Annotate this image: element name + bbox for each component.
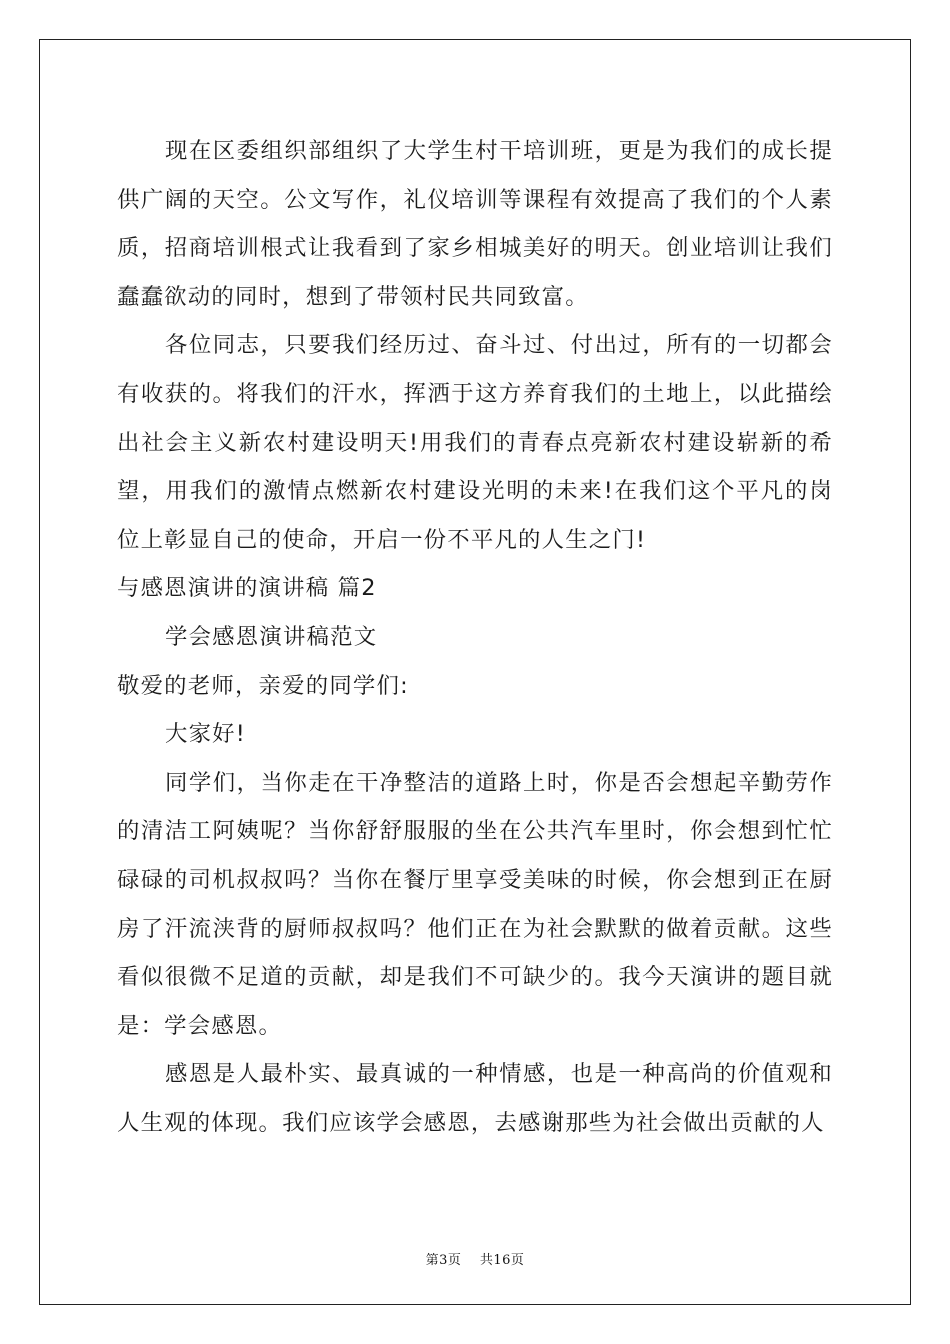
page-number: 第3页 [425, 1253, 462, 1268]
page-total: 共16页 [479, 1253, 525, 1268]
paragraph-gratitude: 感恩是人最朴实、最真诚的一种情感，也是一种高尚的价值观和人生观的体现。我们应该学会感恩，去感谢那些为社会做出贡献的人 [117, 1061, 833, 1136]
greeting: 大家好! [165, 721, 246, 748]
page-footer [0, 1249, 950, 1268]
salutation: 敬爱的老师，亲爱的同学们: [117, 672, 409, 699]
speech-title: 学会感恩演讲稿范文 [165, 623, 378, 650]
paragraph-workers: 同学们，当你走在干净整洁的道路上时，你是否会想起辛勤劳作的清洁工阿姨呢？当你舒舒服服的坐在公共汽车里时，你会想到忙忙碌碌的司机叔叔吗？当你在餐厅里享受美味的时候，你会想到正在厨房了汗流浃背的厨师叔叔吗？他们正在为社会默默的做着贡献。这些看似很微不足道的贡献，却是我们不可缺少的。我今天演讲的题目就是：学会感恩。 [117, 769, 833, 1039]
section-heading: 与感恩演讲的演讲稿 篇2 [117, 575, 377, 602]
document-body [117, 127, 833, 1147]
paragraph-comrades: 各位同志，只要我们经历过、奋斗过、付出过，所有的一切都会有收获的。将我们的汗水，挥洒于这方养育我们的土地上，以此描绘出社会主义新农村建设明天!用我们的青春点亮新农村建设崭新的希望，用我们的激情点燃新农村建设光明的未来!在我们这个平凡的岗位上彰显自己的使命，开启一份不平凡的人生之门! [117, 332, 833, 553]
paragraph-training: 现在区委组织部组织了大学生村干培训班，更是为我们的成长提供广阔的天空。公文写作，礼仪培训等课程有效提高了我们的个人素质，招商培训根式让我看到了家乡相城美好的明天。创业培训让我们蠢蠢欲动的同时，想到了带领村民共同致富。 [117, 138, 833, 310]
